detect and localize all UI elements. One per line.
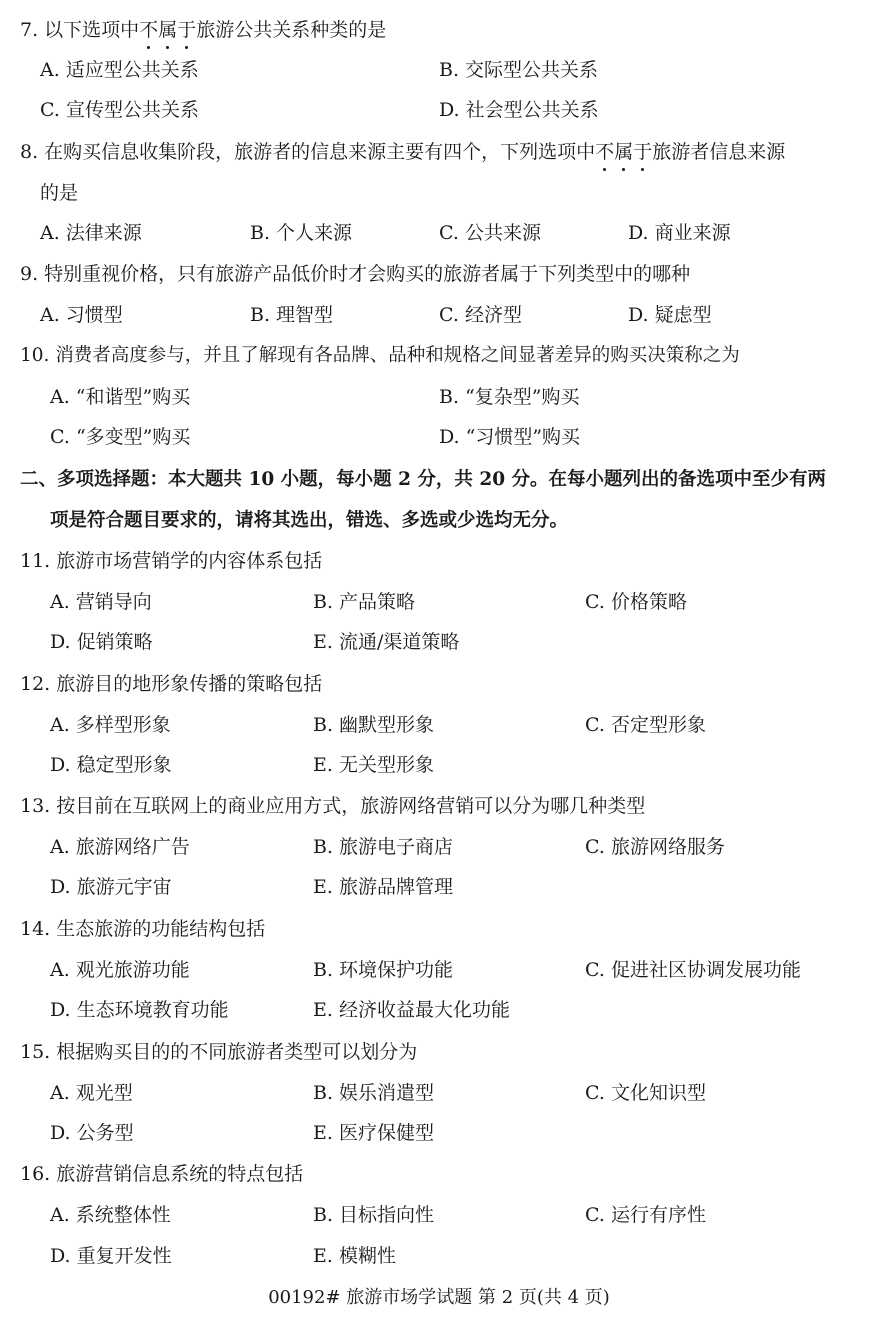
emphasis-char: 于 <box>177 19 197 41</box>
q13-option-e: E. 旅游品牌管理 <box>313 876 453 898</box>
question-9-stem: 9. 特别重视价格，只有旅游产品低价时才会购买的旅游者属于下列类型中的哪种 <box>20 263 691 285</box>
question-10-stem: 10. 消费者高度参与，并且了解现有各品牌、品种和规格之间显著差异的购买决策称之为 <box>20 345 740 366</box>
q7-option-c: C. 宣传型公共关系 <box>40 99 199 121</box>
emphasis-char: 不 <box>139 19 159 41</box>
question-14-stem: 14. 生态旅游的功能结构包括 <box>20 918 266 940</box>
stem-text: 旅游者信息来源 <box>652 141 786 163</box>
q8-option-d: D. 商业来源 <box>628 222 731 244</box>
q12-option-d: D. 稳定型形象 <box>50 754 172 776</box>
question-7-stem <box>20 17 386 43</box>
q10-option-a: A. “和谐型”购买 <box>50 386 191 408</box>
q16-option-e: E. 模糊性 <box>313 1245 396 1267</box>
q9-option-b: B. 理智型 <box>250 304 334 326</box>
q8-option-a: A. 法律来源 <box>40 222 142 244</box>
question-15-stem: 15. 根据购买目的的不同旅游者类型可以划分为 <box>20 1041 418 1063</box>
q10-option-d: D. “习惯型”购买 <box>439 426 581 448</box>
q15-option-e: E. 医疗保健型 <box>313 1122 434 1144</box>
q12-option-c: C. 否定型形象 <box>585 714 706 736</box>
page-footer: 00192# 旅游市场学试题 第 2 页(共 4 页) <box>268 1287 610 1308</box>
q11-option-c: C. 价格策略 <box>585 591 687 613</box>
emphasis-char: 属 <box>614 141 634 163</box>
q16-option-a: A. 系统整体性 <box>50 1204 171 1226</box>
q7-option-d: D. 社会型公共关系 <box>439 99 599 121</box>
q11-option-d: D. 促销策略 <box>50 631 153 653</box>
q9-option-c: C. 经济型 <box>439 304 522 326</box>
stem-text: 8. 在购买信息收集阶段，旅游者的信息来源主要有四个，下列选项中 <box>20 141 596 163</box>
q7-option-b: B. 交际型公共关系 <box>439 59 599 81</box>
emphasis-char: 属 <box>158 19 178 41</box>
q15-option-d: D. 公务型 <box>50 1122 134 1144</box>
stem-text: 旅游公共关系种类的是 <box>196 19 387 41</box>
emphasis-char: 不 <box>595 141 615 163</box>
q13-option-c: C. 旅游网络服务 <box>585 836 725 858</box>
q10-option-b: B. “复杂型”购买 <box>439 386 580 408</box>
q12-option-a: A. 多样型形象 <box>50 714 171 736</box>
q14-option-c: C. 促进社区协调发展功能 <box>585 959 801 981</box>
q13-option-b: B. 旅游电子商店 <box>313 836 454 858</box>
q16-option-d: D. 重复开发性 <box>50 1245 172 1267</box>
question-8-stem <box>20 139 785 165</box>
q11-option-e: E. 流通/渠道策略 <box>313 631 460 653</box>
q14-option-d: D. 生态环境教育功能 <box>50 999 229 1021</box>
question-13-stem: 13. 按目前在互联网上的商业应用方式，旅游网络营销可以分为哪几种类型 <box>20 795 646 817</box>
q8-option-c: C. 公共来源 <box>439 222 541 244</box>
q13-option-d: D. 旅游元宇宙 <box>50 876 172 898</box>
q15-option-b: B. 娱乐消遣型 <box>313 1082 435 1104</box>
q9-option-d: D. 疑虑型 <box>628 304 712 326</box>
q14-option-a: A. 观光旅游功能 <box>50 959 190 981</box>
q7-option-a: A. 适应型公共关系 <box>40 59 199 81</box>
q15-option-a: A. 观光型 <box>50 1082 133 1104</box>
q9-option-a: A. 习惯型 <box>40 304 123 326</box>
q13-option-a: A. 旅游网络广告 <box>50 836 190 858</box>
q10-option-c: C. “多变型”购买 <box>50 426 191 448</box>
q16-option-b: B. 目标指向性 <box>313 1204 435 1226</box>
q8-option-b: B. 个人来源 <box>250 222 353 244</box>
q12-option-e: E. 无关型形象 <box>313 754 434 776</box>
question-16-stem: 16. 旅游营销信息系统的特点包括 <box>20 1163 304 1185</box>
section-2-heading: 二、多项选择题：本大题共 10 小题，每小题 2 分，共 20 分。在每小题列出的备选项中至少有两 <box>20 469 827 490</box>
stem-text: 7. 以下选项中 <box>20 19 140 41</box>
q11-option-a: A. 营销导向 <box>50 591 152 613</box>
q16-option-c: C. 运行有序性 <box>585 1204 706 1226</box>
question-12-stem: 12. 旅游目的地形象传播的策略包括 <box>20 673 323 695</box>
q11-option-b: B. 产品策略 <box>313 591 416 613</box>
emphasis-char: 于 <box>633 141 653 163</box>
q14-option-e: E. 经济收益最大化功能 <box>313 999 510 1021</box>
q14-option-b: B. 环境保护功能 <box>313 959 454 981</box>
q12-option-b: B. 幽默型形象 <box>313 714 435 736</box>
q15-option-c: C. 文化知识型 <box>585 1082 706 1104</box>
question-11-stem: 11. 旅游市场营销学的内容体系包括 <box>20 550 323 572</box>
question-8-stem-cont: 的是 <box>40 182 79 204</box>
section-2-heading-cont: 项是符合题目要求的，请将其选出，错选、多选或少选均无分。 <box>50 510 569 531</box>
